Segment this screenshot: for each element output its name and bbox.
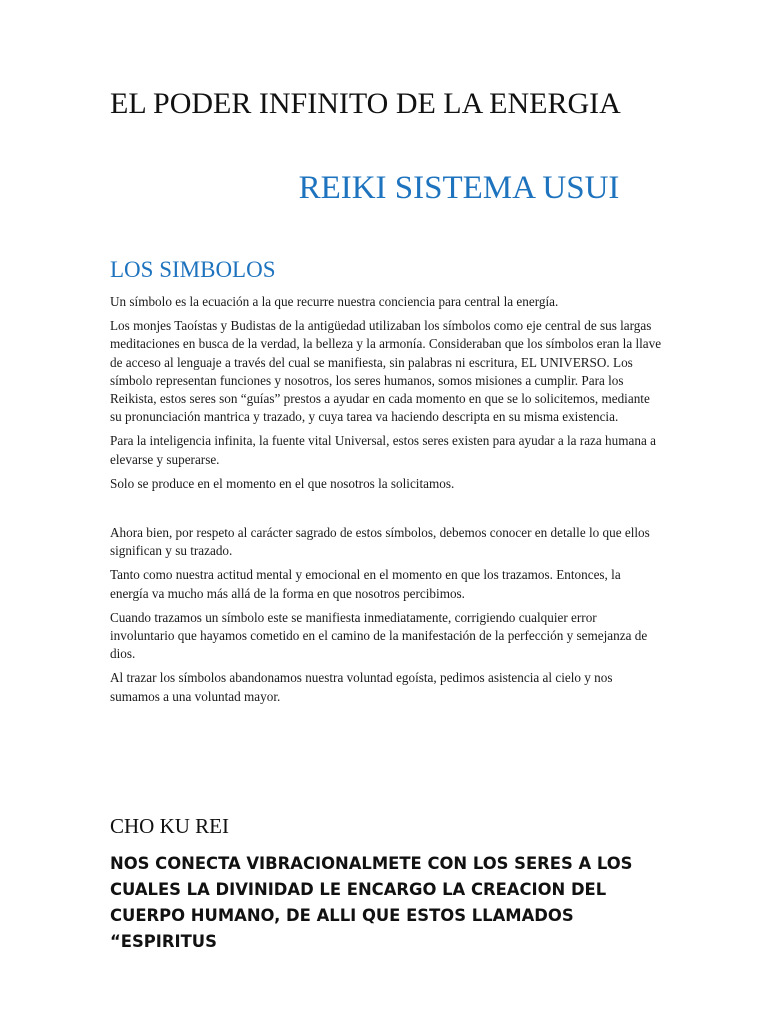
paragraph: Solo se produce en el momento en el que nosotros la solicitamos. <box>110 475 455 491</box>
document-title: EL PODER INFINITO DE LA ENERGIA <box>110 87 621 120</box>
paragraph: Para la inteligencia infinita, la fuente vital Universal, estos seres existen para ayudar a la raza humana a elevarse y superarse. <box>110 433 656 467</box>
paragraph: Los monjes Taoístas y Budistas de la antigüedad utilizaban los símbolos como eje central de sus largas meditaciones en busca de la verdad, la belleza y la armonía. Consideraban que los símbolos eran la llave de acceso al lenguaje a través del cual se manifiesta, sin palabras ni escritura, EL UNIVERSO. Los símbolo representan funciones y nosotros, los seres humanos, somos misiones a cumplir. Para los Reikista, estos seres son “guías” prestos a ayudar en cada momento en que se lo solicitemos, mediante su pronunciación mantrica y trazado, y cuya tarea va haciendo descripta en su misma existencia. <box>110 318 662 425</box>
bold-caps-paragraph: NOS CONECTA VIBRACIONALMETE CON LOS SERES A LOS CUALES LA DIVINIDAD LE ENCARGO LA CREACION DEL CUERPO HUMANO, DE ALLI QUE ESTOS LLAMADOS “ESPIRITUS <box>110 854 633 951</box>
paragraph: Al trazar los símbolos abandonamos nuestra voluntad egoísta, pedimos asistencia al cielo y nos sumamos a una voluntad mayor. <box>110 670 613 704</box>
paragraph: Ahora bien, por respeto al carácter sagrado de estos símbolos, debemos conocer en detalle lo que ellos significan y su trazado. <box>110 525 650 559</box>
paragraph: Un símbolo es la ecuación a la que recurre nuestra conciencia para central la energía. <box>110 294 559 309</box>
document-subtitle: REIKI SISTEMA USUI <box>298 170 620 206</box>
body-text <box>110 293 662 712</box>
section-heading: LOS SIMBOLOS <box>110 257 276 282</box>
sub-heading: CHO KU REI <box>110 814 229 838</box>
paragraph: Cuando trazamos un símbolo este se manifiesta inmediatamente, corrigiendo cualquier error involuntario que hayamos cometido en el camino de la manifestación de la perfección y semejanza de dios. <box>110 609 648 662</box>
paragraph: Tanto como nuestra actitud mental y emocional en el momento en que los trazamos. Entonces, la energía va mucho más allá de la forma en que nosotros percibimos. <box>110 567 621 601</box>
